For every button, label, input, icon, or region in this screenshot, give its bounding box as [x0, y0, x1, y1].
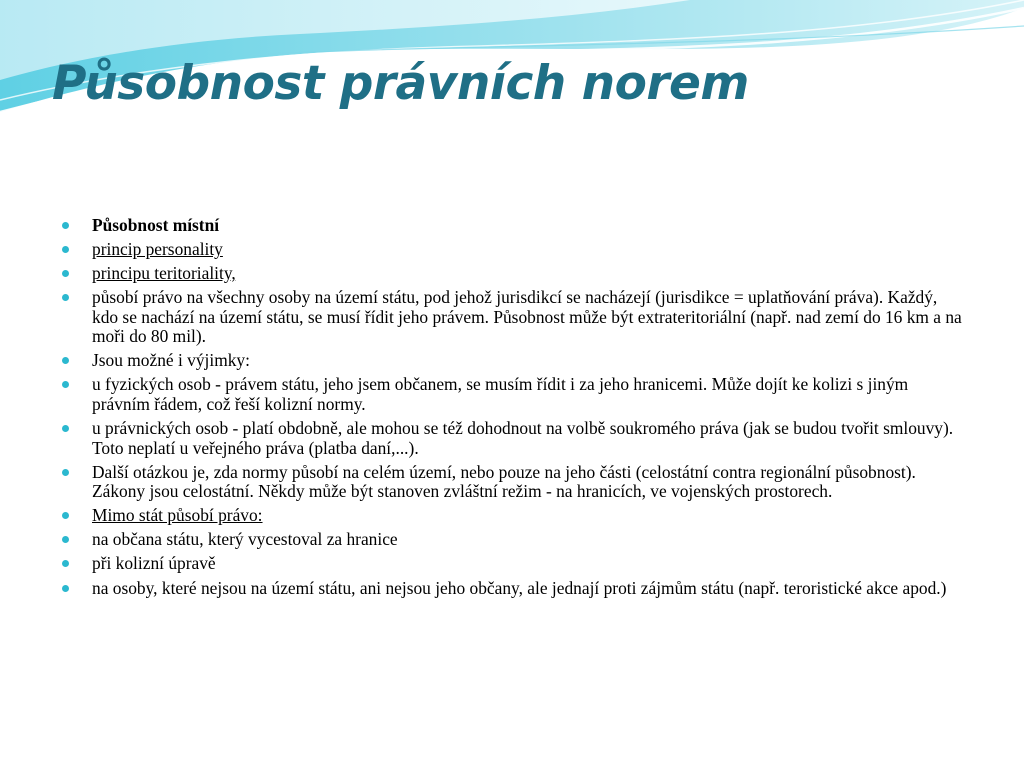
list-item-text: Další otázkou je, zda normy působí na celém území, nebo pouze na jeho části (celostátní contra regionální působnost). Zákony jsou celostátní. Někdy může být stanoven zvláštní režim - na hranicích, ve vojenských prostorech. — [92, 461, 916, 502]
list-item — [62, 216, 967, 236]
bullet-icon — [62, 381, 69, 388]
list-item — [62, 351, 967, 371]
bullet-icon — [62, 270, 69, 277]
bullet-icon — [62, 512, 69, 519]
list-item-text: u fyzických osob - právem státu, jeho jsem občanem, se musím řídit i za jeho hranicemi. Může dojít ke kolizi s jiným právním řádem, což řeší kolizní normy. — [92, 374, 909, 414]
list-item — [62, 375, 967, 414]
list-item — [62, 240, 967, 260]
bullet-icon — [62, 222, 69, 229]
list-item-text: působí právo na všechny osoby na území státu, pod jehož jurisdikcí se nacházejí (jurisdikce = uplatňování práva). Každý, kdo se nachází na území státu, se musí řídit jeho právem. Působnost může být extrateritoriální (např. nad zemí do 16 km a na moři do 80 mil). — [92, 287, 962, 347]
list-item-text: Mimo stát působí právo: — [92, 505, 263, 526]
bullet-icon — [62, 560, 69, 567]
list-item — [62, 288, 967, 347]
slide-title: Působnost právních norem — [52, 56, 749, 111]
list-item-text: principu teritoriality, — [92, 263, 236, 284]
bullet-icon — [62, 536, 69, 543]
bullet-icon — [62, 246, 69, 253]
list-item — [62, 554, 967, 574]
list-item-text: princip personality — [92, 239, 223, 260]
bullet-list — [62, 216, 967, 603]
list-item — [62, 419, 967, 458]
list-item — [62, 530, 967, 550]
list-item-text: u právnických osob - platí obdobně, ale mohou se též dohodnout na volbě soukromého práva (jak se budou tvořit smlouvy). Toto neplatí u veřejného práva (platba daní,...). — [92, 418, 954, 458]
bullet-icon — [62, 294, 69, 301]
bullet-icon — [62, 585, 69, 592]
list-item-text: na občana státu, který vycestoval za hranice — [92, 529, 398, 550]
list-item-text: Působnost místní — [92, 215, 220, 235]
list-item — [62, 579, 967, 599]
list-item — [62, 463, 967, 502]
bullet-icon — [62, 357, 69, 364]
list-item — [62, 506, 967, 526]
bullet-icon — [62, 469, 69, 476]
bullet-icon — [62, 425, 69, 432]
list-item-text: při kolizní úpravě — [92, 553, 216, 574]
list-item — [62, 264, 967, 284]
list-item-text: Jsou možné i výjimky: — [92, 350, 250, 371]
list-item-text: na osoby, které nejsou na území státu, ani nejsou jeho občany, ale jednají proti zájmům státu (např. teroristické akce apod.) — [92, 577, 947, 598]
